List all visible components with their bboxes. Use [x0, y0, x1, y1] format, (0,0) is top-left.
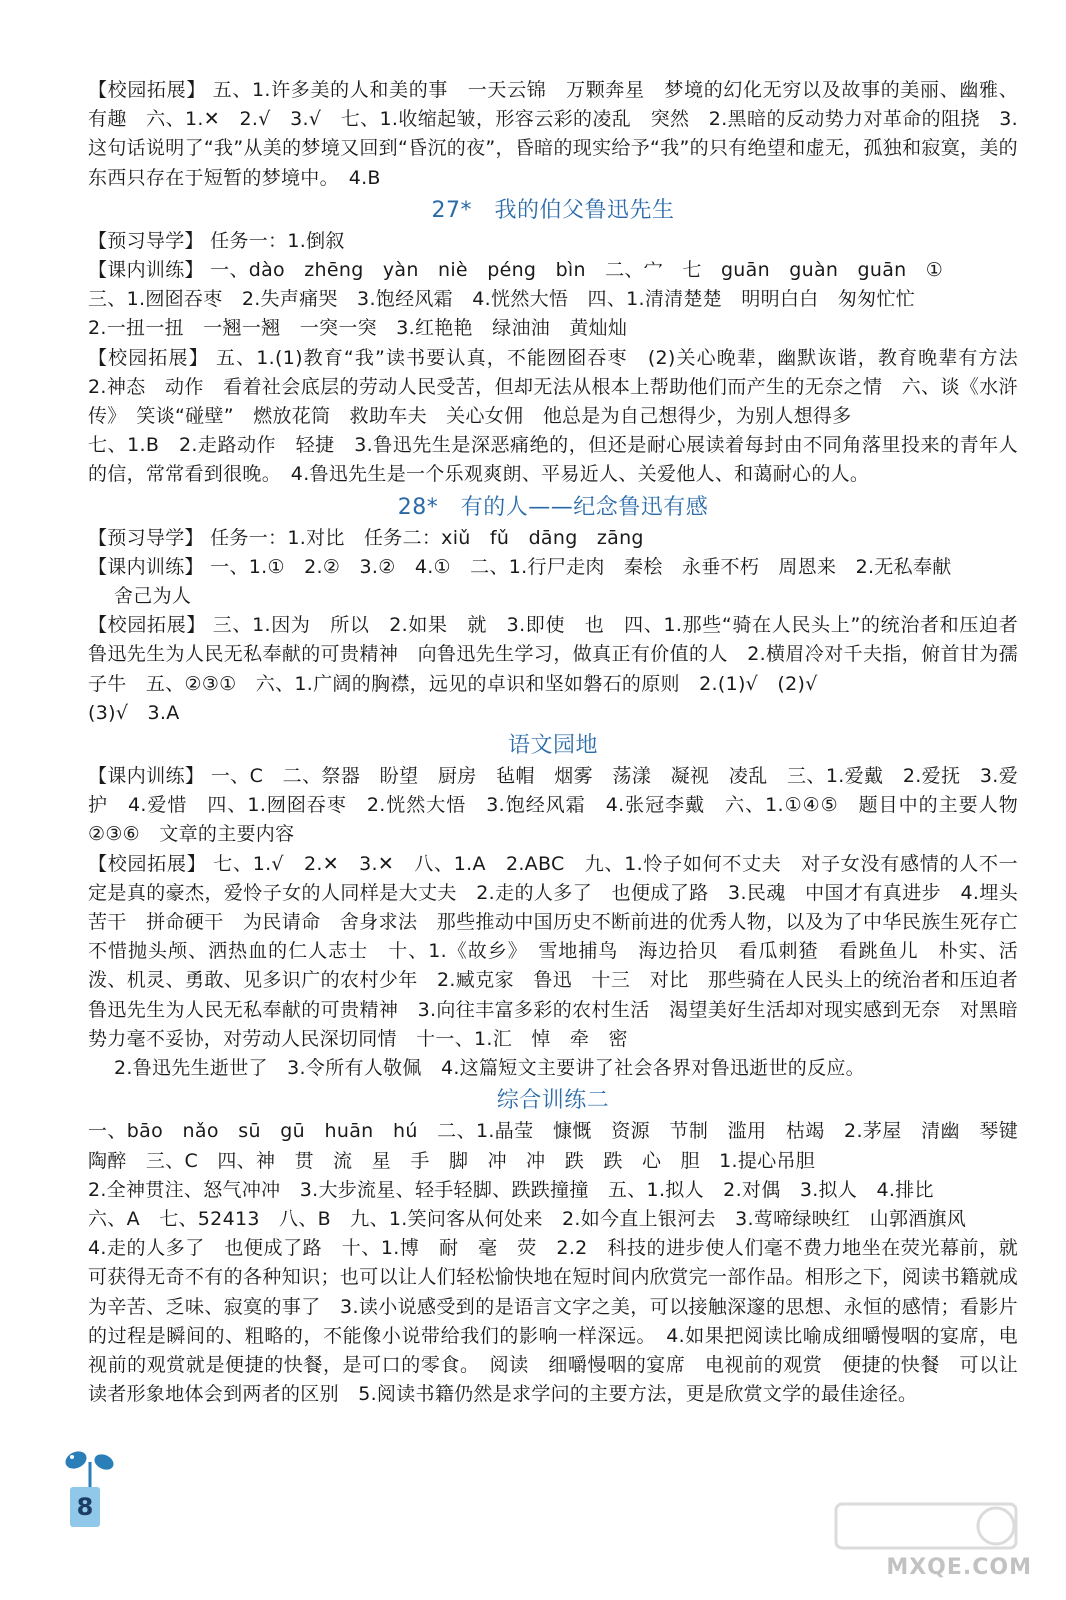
- section-27: [88, 195, 1038, 490]
- paragraph: 一、bāo nǎo sū gū huān hú 二、1.晶莹 慷慨 资源 节制 滥用 枯竭 2.茅屋 清幽 琴键 陶醉 三、C 四、神 贯 流 星 手 脚 冲 冲 跌 跌 心 胆 1.提心吊胆: [88, 1120, 1038, 1172]
- paragraph: (3)√ 3.A: [88, 701, 180, 724]
- section-title: 27* 我的伯父鲁迅先生: [431, 197, 675, 223]
- paragraph: 【校园拓展】 三、1.因为 所以 2.如果 就 3.即使 也 四、1.那些“骑在人民头上”的统治者和压迫者 鲁迅先生为人民无私奉献的可贵精神 向鲁迅先生学习，做真正有价值的人 2.横眉冷对千夫指，俯首甘为孺子牛 五、②③① 六、1.广阔的胸襟，远见的卓识和坚如磐石的原则 2.(1)√ (2)√: [88, 614, 1038, 695]
- paragraph: 舍己为人: [114, 585, 192, 608]
- paragraph: 2.全神贯注、怒气冲冲 3.大步流星、轻手轻脚、跌跌撞撞 五、1.拟人 2.对偶 3.拟人 4.排比: [88, 1178, 934, 1201]
- paragraph: 【课内训练】 一、1.① 2.② 3.② 4.① 二、1.行尸走肉 秦桧 永垂不朽 周恩来 2.无私奉献: [88, 555, 952, 578]
- paragraph: 六、A 七、52413 八、B 九、1.笑问客从何处来 2.如今直上银河去 3.莺啼绿映红 山郭酒旗风: [88, 1207, 967, 1230]
- paragraph: 【校园拓展】 七、1.√ 2.✕ 3.✕ 八、1.A 2.ABC 九、1.怜子如何不丈夫 对子女没有感情的人不一定是真的豪杰，爱怜子女的人同样是大丈夫 2.走的人多了 也便成了路 3.民魂 中国才有真进步 4.埋头苦干 拼命硬干 为民请命 舍身求法 那些推动中国历史不断前进的优秀人物，以及为了中华民族生死存亡不惜抛头颅、洒热血的仁人志士 十、1.《故乡》 雪地捕鸟 海边拾贝 看瓜刺猹 看跳鱼儿 朴实、活泼、机灵、勇敢、见多识广的农村少年 2.臧克家 鲁迅 十三 对比 那些骑在人民头上的统治者和压迫者 鲁迅先生为人民无私奉献的可贵精神 3.向往丰富多彩的农村生活 渴望美好生活却对现实感到无奈 对黑暗势力毫不妥协，对劳动人民深切同情 十一、1.汇 悼 牵 密: [88, 852, 1038, 1050]
- paragraph: 三、1.囫囵吞枣 2.失声痛哭 3.饱经风霜 4.恍然大悟 四、1.清清楚楚 明明白白 匆匆忙忙: [88, 288, 916, 311]
- paragraph: 4.走的人多了 也便成了路 十、1.博 耐 毫 荧 2.2 科技的进步使人们毫不费力地坐在荧光幕前，就可获得无奇不有的各种知识；也可以让人们轻松愉快地在短时间内欣赏完一部作品。相形之下，阅读书籍就成为辛苦、乏味、寂寞的事了 3.读小说感受到的是语言文字之美，可以接触深邃的思想、永恒的感情；看影片的过程是瞬间的、粗略的，不能像小说带给我们的影响一样深远。 4.如果把阅读比喻成细嚼慢咽的宴席，电视前的观赏就是便捷的快餐，是可口的零食。 阅读 细嚼慢咽的宴席 电视前的观赏 便捷的快餐 可以让读者形象地体会到两者的区别 5.阅读书籍仍然是求学问的主要方法，更是欣赏文学的最佳途径。: [88, 1237, 1018, 1406]
- watermark-text: MXQE.COM: [886, 1555, 1032, 1580]
- section-zonghe-xunlian: [88, 1085, 1038, 1409]
- paragraph: 【校园拓展】 五、1.(1)教育“我”读书要认真，不能囫囵吞枣 (2)关心晚辈，幽默诙谐，教育晚辈有方法 2.神态 动作 看着社会底层的劳动人民受苦，但却无法从根本上帮助他们而产生的无奈之情 六、谈《水浒传》 笑谈“碰壁” 燃放花筒 救助车夫 关心女佣 他总是为自己想得少，为别人想得多: [88, 346, 1038, 428]
- paragraph: 2.鲁迅先生逝世了 3.令所有人敬佩 4.这篇短文主要讲了社会各界对鲁迅逝世的反应。: [114, 1057, 865, 1080]
- page-number: 8: [70, 1487, 100, 1527]
- paragraph: 【预习导学】 任务一：1.倒叙: [88, 229, 345, 252]
- section-title: 语文园地: [507, 733, 598, 759]
- section-title: 综合训练二: [496, 1088, 610, 1114]
- section-intro: [88, 76, 1018, 193]
- answer-content: [88, 76, 1038, 1409]
- paragraph: 【课内训练】 一、C 二、祭器 盼望 厨房 毡帽 烟雾 荡漾 凝视 凌乱 三、1.爱戴 2.爱抚 3.爱护 4.爱惜 四、1.囫囵吞枣 2.恍然大悟 3.饱经风霜 4.张冠李戴 六、1.①④⑤ 题目中的主要人物 ②③⑥ 文章的主要内容: [88, 765, 1038, 846]
- paragraph: 七、1.B 2.走路动作 轻捷 3.鲁迅先生是深恶痛绝的，但还是耐心展读着每封由不同角落里投来的青年人的信，常常看到很晚。 4.鲁迅先生是一个乐观爽朗、平易近人、关爱他人、和蔼耐心的人。: [88, 434, 1018, 486]
- section-title: 28* 有的人——纪念鲁迅有感: [397, 494, 709, 520]
- section-28: [88, 492, 1038, 728]
- paragraph: 【课内训练】 一、dào zhēng yàn niè péng bìn 二、宀 七 guān guàn guān ①: [88, 259, 944, 282]
- paragraph: 【预习导学】 任务一：1.对比 任务二：xiǔ fǔ dāng zāng: [88, 526, 644, 549]
- paragraph: 2.一扭一扭 一翘一翘 一突一突 3.红艳艳 绿油油 黄灿灿: [88, 317, 628, 340]
- section-yuwen-yuandi: [88, 730, 1038, 1083]
- paragraph: 【校园拓展】 五、1.许多美的人和美的事 一天云锦 万颗奔星 梦境的幻化无穷以及故事的美丽、幽雅、有趣 六、1.✕ 2.√ 3.√ 七、1.收缩起皱，形容云彩的凌乱 突然 2.黑暗的反动势力对革命的阻挠 3.这句话说明了“我”从美的梦境又回到“昏沉的夜”，昏暗的现实给予“我”的只有绝望和虚无，孤独和寂寞，美的东西只存在于短暂的梦境中。 4.B: [88, 79, 1018, 189]
